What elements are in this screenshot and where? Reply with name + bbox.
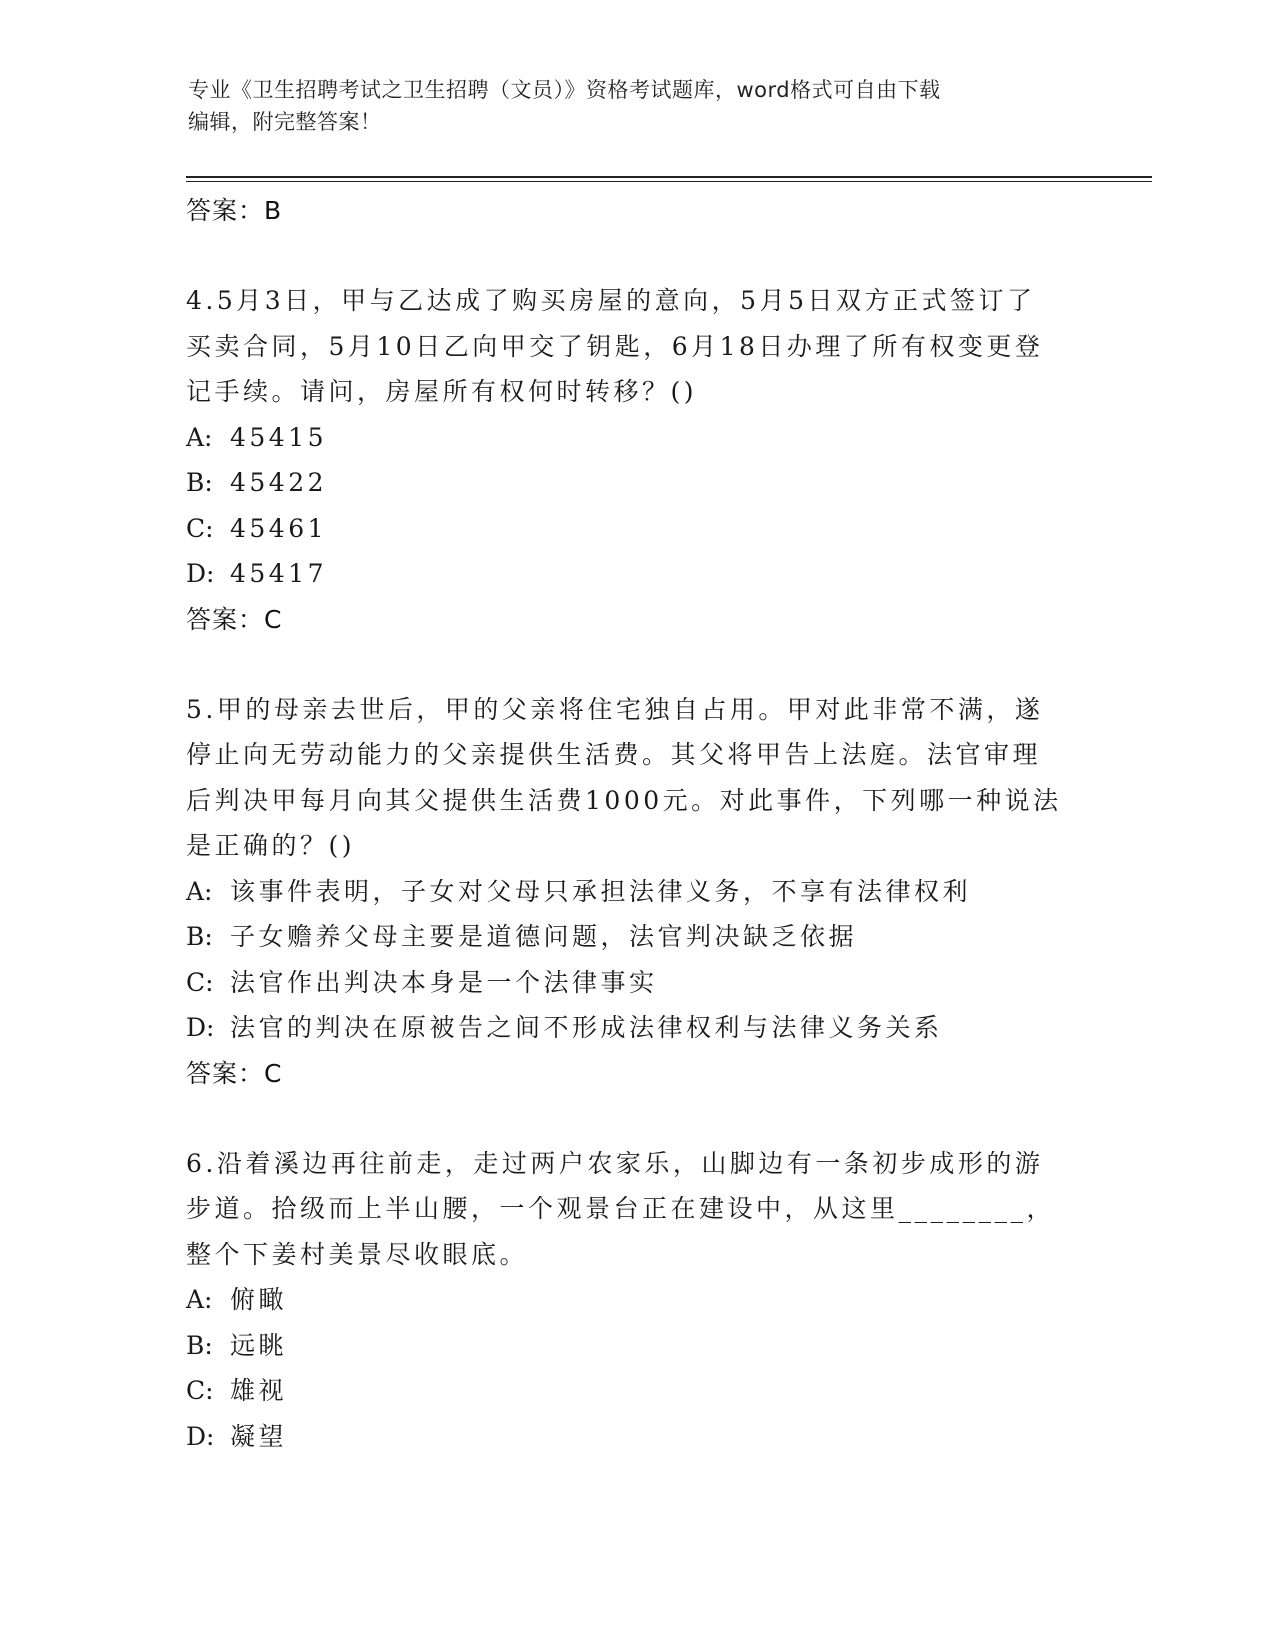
document-body bbox=[186, 188, 1086, 1459]
question-6-option-d bbox=[186, 1414, 1086, 1460]
header-line-1: 专业《卫生招聘考试之卫生招聘（文员）》资格考试题库，word格式可自由下载 bbox=[188, 78, 941, 102]
question-4-answer: 答案：C bbox=[186, 604, 283, 634]
option-letter: A: bbox=[186, 876, 213, 906]
header-rule-thick bbox=[186, 176, 1152, 178]
option-letter: D: bbox=[186, 559, 215, 588]
question-6-option-c bbox=[186, 1368, 1086, 1414]
spacer bbox=[186, 1096, 1086, 1141]
question-5-option-d bbox=[186, 1005, 1086, 1051]
question-5-line-4: 是正确的？() bbox=[186, 831, 356, 860]
option-letter: D: bbox=[186, 1421, 215, 1451]
option-letter: C: bbox=[186, 967, 214, 997]
page-header bbox=[188, 74, 1068, 138]
option-text: 该事件表明，子女对父母只承担法律义务，不享有法律权利 bbox=[230, 876, 972, 906]
question-4-option-b bbox=[186, 460, 1086, 506]
option-text: 法官的判决在原被告之间不形成法律权利与法律义务关系 bbox=[230, 1013, 943, 1042]
answer-previous-question: 答案：B bbox=[186, 196, 283, 225]
option-text: 45417 bbox=[230, 559, 328, 588]
option-letter: B: bbox=[186, 922, 213, 951]
option-letter: A: bbox=[186, 422, 213, 452]
question-6-line-2: 步道。拾级而上半山腰，一个观景台正在建设中，从这里________， bbox=[186, 1194, 1056, 1223]
question-4-line-2: 买卖合同，5月10日乙向甲交了钥匙，6月18日办理了所有权变更登 bbox=[186, 331, 1044, 361]
spacer bbox=[186, 233, 1086, 278]
question-4-option-c bbox=[186, 506, 1086, 552]
option-text: 45461 bbox=[230, 513, 328, 543]
question-6-line-3: 整个下姜村美景尽收眼底。 bbox=[186, 1239, 529, 1269]
option-text: 45415 bbox=[230, 422, 328, 452]
option-letter: C: bbox=[186, 1376, 214, 1405]
question-4 bbox=[186, 278, 1086, 642]
question-5-option-c bbox=[186, 960, 1086, 1006]
option-text: 子女赡养父母主要是道德问题，法官判决缺乏依据 bbox=[230, 922, 858, 951]
question-4-line-1: 4.5月3日，甲与乙达成了购买房屋的意向，5月5日双方正式签订了 bbox=[186, 286, 1036, 315]
question-5 bbox=[186, 687, 1086, 1096]
option-letter: A: bbox=[186, 1285, 213, 1314]
question-4-line-3: 记手续。请问，房屋所有权何时转移？() bbox=[186, 377, 698, 406]
spacer bbox=[186, 642, 1086, 687]
question-6-option-b bbox=[186, 1323, 1086, 1369]
option-text: 雄视 bbox=[230, 1376, 288, 1405]
question-6-option-a bbox=[186, 1277, 1086, 1323]
option-text: 远眺 bbox=[230, 1330, 288, 1360]
question-5-line-1: 5.甲的母亲去世后，甲的父亲将住宅独自占用。甲对此非常不满，遂 bbox=[186, 694, 1044, 724]
option-text: 凝望 bbox=[230, 1421, 288, 1451]
question-4-option-a bbox=[186, 415, 1086, 461]
question-4-option-d bbox=[186, 551, 1086, 597]
question-5-line-2: 停止向无劳动能力的父亲提供生活费。其父将甲告上法庭。法官审理 bbox=[186, 740, 1042, 769]
question-6-line-1: 6.沿着溪边再往前走，走过两户农家乐，山脚边有一条初步成形的游 bbox=[186, 1148, 1044, 1178]
option-text: 法官作出判决本身是一个法律事实 bbox=[230, 967, 658, 997]
option-text: 45422 bbox=[230, 468, 328, 497]
question-5-option-a bbox=[186, 869, 1086, 915]
option-letter: B: bbox=[186, 1330, 213, 1360]
option-letter: D: bbox=[186, 1013, 215, 1042]
question-5-answer: 答案：C bbox=[186, 1058, 283, 1088]
header-line-2: 编辑，附完整答案！ bbox=[188, 110, 382, 134]
question-6 bbox=[186, 1141, 1086, 1460]
option-text: 俯瞰 bbox=[230, 1285, 288, 1314]
question-5-line-3: 后判决甲每月向其父提供生活费1000元。对此事件，下列哪一种说法 bbox=[186, 785, 1062, 815]
option-letter: C: bbox=[186, 513, 214, 543]
header-rule-thin bbox=[186, 181, 1152, 182]
option-letter: B: bbox=[186, 468, 213, 497]
question-5-option-b bbox=[186, 914, 1086, 960]
